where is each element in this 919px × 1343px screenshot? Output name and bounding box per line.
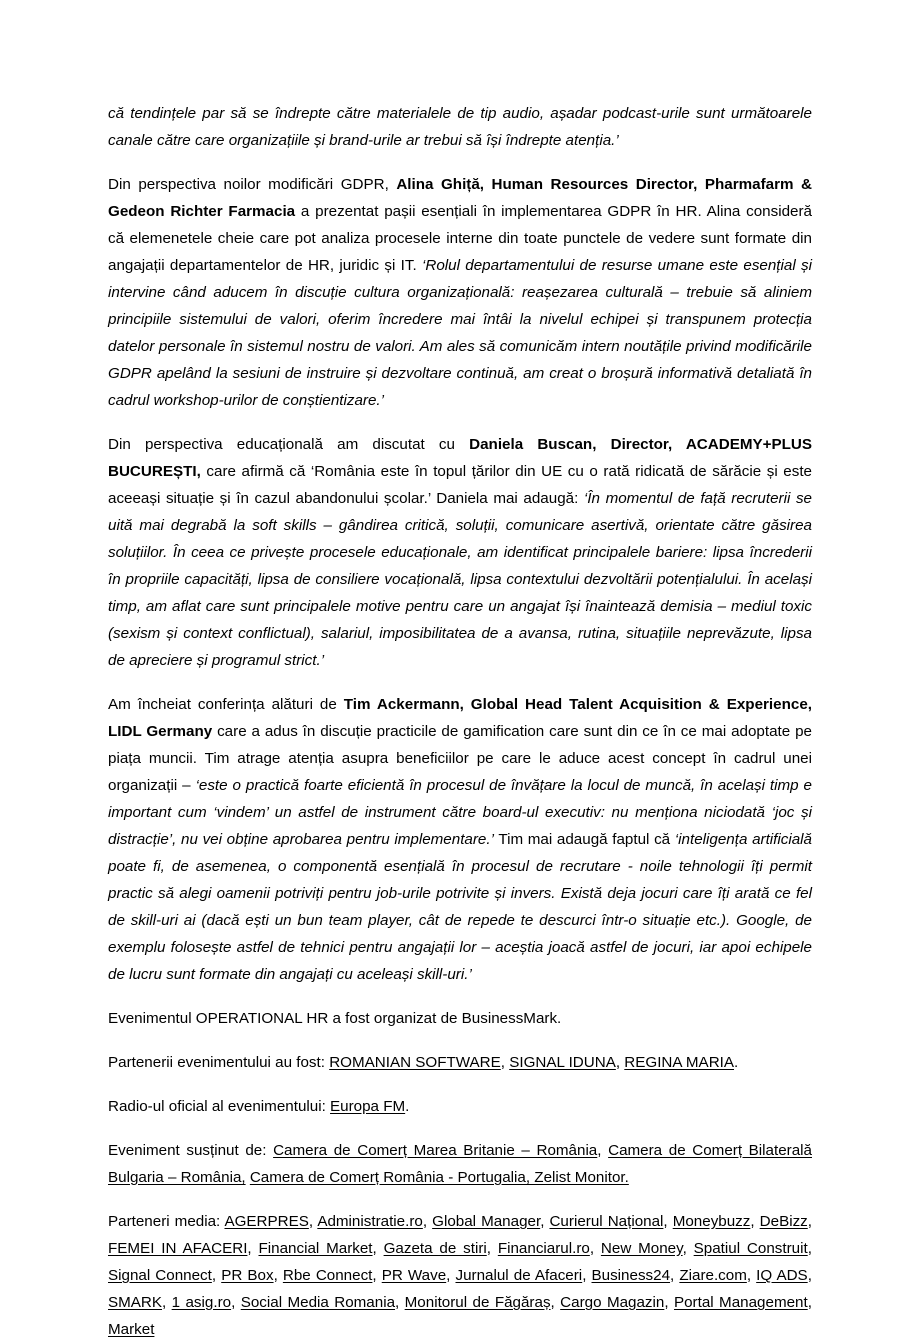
- partner-link[interactable]: Europa FM: [330, 1098, 406, 1115]
- text-run: ,: [247, 1240, 259, 1257]
- partner-link[interactable]: PR Box: [221, 1267, 274, 1284]
- text-run: ,: [670, 1267, 680, 1284]
- text-run: care a adus în discuție practicile de gamification care sunt din ce în ce mai adoptate pe piața muncii. Tim atrage atenția asupra beneficiilor pe care le aduce acest concept în cadrul unei organizații –: [108, 723, 812, 794]
- paragraph-p-organizer: [108, 1005, 812, 1032]
- text-run: Partenerii evenimentului au fost:: [108, 1054, 330, 1071]
- partner-link[interactable]: Jurnalul de Afaceri: [455, 1267, 583, 1284]
- bold-run: Daniela Buscan, Director, ACADEMY+PLUS BUCUREȘTI,: [108, 436, 812, 480]
- partner-link[interactable]: Global Manager: [432, 1213, 541, 1230]
- bold-run: Tim Ackermann, Global Head Talent Acquisition & Experience, LIDL Germany: [108, 696, 812, 740]
- quote-run: că tendințele par să se îndrepte către materialele de tip audio, așadar podcast-urile sunt următoarele canale către care organizațiile și brand-urile ar trebui să își îndrepte atenția.’: [108, 105, 812, 149]
- text-run: ,: [746, 1267, 757, 1284]
- text-run: ,: [273, 1267, 283, 1284]
- text-run: ,: [597, 1142, 609, 1159]
- partner-link[interactable]: Portal Management: [673, 1294, 808, 1311]
- text-run: Radio-ul oficial al evenimentului:: [108, 1098, 331, 1115]
- document-body: [108, 100, 812, 1343]
- partner-link[interactable]: Signal Connect: [108, 1267, 212, 1284]
- text-run: ,: [807, 1240, 812, 1257]
- text-run: ,: [500, 1054, 510, 1071]
- text-run: Din perspectiva noilor modificări GDPR,: [108, 176, 397, 193]
- text-run: ,: [582, 1267, 592, 1284]
- paragraph-p-official-radio: [108, 1093, 812, 1120]
- paragraph-p-gdpr-alina-ghita: [108, 171, 812, 414]
- paragraph-p-media-partners: [108, 1208, 812, 1343]
- text-run: ,: [308, 1213, 318, 1230]
- partner-link[interactable]: Financial Market: [258, 1240, 373, 1257]
- partner-link[interactable]: Spatiul Construit: [693, 1240, 808, 1257]
- partner-link[interactable]: Camera de Comerț Marea Britanie – România: [273, 1142, 598, 1159]
- paragraph-p-supported-by: [108, 1137, 812, 1191]
- partner-link[interactable]: Rbe Connect: [282, 1267, 373, 1284]
- partner-link[interactable]: Administratie.ro: [317, 1213, 423, 1230]
- text-run: Evenimentul OPERATIONAL HR a fost organizat de BusinessMark.: [108, 1010, 562, 1027]
- partner-link[interactable]: FEMEI IN AFACERI: [108, 1240, 248, 1257]
- text-run: ,: [446, 1267, 456, 1284]
- text-run: care afirmă că ‘România este în topul țărilor din UE cu o rată ridicată de sărăcie și este aceeași situație și în cazul abandonului școlar.’ Daniela mai adaugă:: [108, 463, 812, 507]
- text-run: ,: [750, 1213, 760, 1230]
- text-run: ,: [550, 1294, 561, 1311]
- partner-link[interactable]: SMARK: [108, 1294, 163, 1311]
- paragraph-p-continuation-audio: [108, 100, 812, 154]
- partner-link[interactable]: Gazeta de stiri: [383, 1240, 487, 1257]
- text-run: ,: [540, 1213, 550, 1230]
- paragraph-p-event-partners: [108, 1049, 812, 1076]
- text-run: ,: [664, 1294, 674, 1311]
- paragraph-p-education-daniela-buscan: [108, 431, 812, 674]
- partner-link[interactable]: DeBizz: [759, 1213, 808, 1230]
- text-run: ,: [807, 1294, 812, 1311]
- bold-run: Alina Ghiță, Human Resources Director, Pharmafarm & Gedeon Richter Farmacia: [108, 176, 813, 220]
- paragraph-p-gamification-tim-ackermann: [108, 691, 812, 988]
- quote-run: ‘În momentul de față recruterii se uită mai degrabă la soft skills – gândirea critică, soluții, comunicare asertivă, orientate către găsirea soluțiilor. În ceea ce privește procesele educaționale, am identificat principalele bariere: lipsa încrederii în propriile capacități, lipsa de consiliere vocațională, lipsa contextului dezvoltării potențialului. În același timp, am aflat care sunt principalele motive pentru care un angajat își înaintează demisia – mediul toxic (sexism și context conflictual), salariul, imposibilitatea de a avansa, rutina, situațiile neprevăzute, lipsa de apreciere și programul strict.’: [108, 490, 812, 669]
- text-run: Tim mai adaugă faptul că: [493, 831, 675, 848]
- text-run: ,: [682, 1240, 694, 1257]
- partner-link[interactable]: ROMANIAN SOFTWARE: [329, 1054, 501, 1071]
- partner-link[interactable]: Curierul Național: [549, 1213, 664, 1230]
- text-run: Parteneri media:: [108, 1213, 225, 1230]
- partner-link[interactable]: Ziare.com: [679, 1267, 747, 1284]
- partner-link[interactable]: AGERPRES: [224, 1213, 309, 1230]
- text-run: ,: [663, 1213, 673, 1230]
- partner-link[interactable]: 1 asig.ro: [171, 1294, 232, 1311]
- text-run: Eveniment susținut de:: [108, 1142, 274, 1159]
- text-run: ,: [395, 1294, 405, 1311]
- text-run: .: [405, 1098, 410, 1115]
- partner-link[interactable]: SIGNAL IDUNA: [509, 1054, 616, 1071]
- text-run: ,: [807, 1213, 812, 1230]
- quote-run: ‘inteligența artificială poate fi, de asemenea, o componentă esențială în procesul de recrutare - noile tehnologii îți permit practic să alegi oamenii potriviți pentru job-urile potrivite și invers. Există deja jocuri care îți arată ce fel de skill-uri ai (dacă ești un bun team player, cât de repede te descurci într-o situație etc.). Google, de exemplu folosește astfel de tehnici pentru angajații lor – aceștia joacă astfel de jocuri, iar apoi echipele de lucru sunt formate din angajați cu aceleași skill-uri.’: [108, 831, 812, 983]
- text-run: Din perspectiva educațională am discutat cu: [108, 436, 470, 453]
- partner-link[interactable]: Camera de Comerț Bilaterală Bulgaria – România,: [108, 1142, 812, 1186]
- partner-link[interactable]: Moneybuzz: [672, 1213, 751, 1230]
- partner-link[interactable]: Cargo Magazin: [560, 1294, 665, 1311]
- partner-link[interactable]: PR Wave: [381, 1267, 447, 1284]
- partner-link[interactable]: Market: [108, 1321, 155, 1338]
- text-run: .: [734, 1054, 739, 1071]
- quote-run: ‘Rolul departamentului de resurse umane este esențial și intervine când aducem în discuție cultura organizațională: reașezarea culturală – trebuie să aliniem principiile sistemului de valori, oferim încredere mai întâi la nivelul echipei și transpunem protecția datelor personale în sistemul nostru de valori. Am ales să comunicăm intern noutățile privind modificările GDPR apelând la sesiuni de instruire și dezvoltare continuă, am creat o broșură informativă detaliată în cadrul workshop-urilor de conștientizare.’: [108, 257, 812, 409]
- text-run: ,: [422, 1213, 433, 1230]
- text-run: ,: [211, 1267, 222, 1284]
- partner-link[interactable]: Business24: [591, 1267, 671, 1284]
- text-run: ,: [372, 1240, 384, 1257]
- text-run: ,: [231, 1294, 241, 1311]
- text-run: ,: [372, 1267, 382, 1284]
- partner-link[interactable]: REGINA MARIA: [624, 1054, 735, 1071]
- partner-link[interactable]: New Money: [600, 1240, 683, 1257]
- quote-run: ‘este o practică foarte eficientă în procesul de învățare la locul de muncă, în același timp e important cum ‘vindem’ un astfel de instrument către board-ul executiv: nu menționa niciodată ‘joc și distracție’, nu vei obține aprobarea pentru implementare.’: [108, 777, 812, 848]
- text-run: a prezentat pașii esențiali în implementarea GDPR în HR. Alina consideră că elemenetele cheie care pot analiza procesele interne din toate punctele de vedere sunt formate din angajații departamentelor de HR, juridic și IT.: [108, 203, 812, 274]
- text-run: ,: [162, 1294, 172, 1311]
- partner-link[interactable]: Financiarul.ro: [497, 1240, 590, 1257]
- text-run: ,: [807, 1267, 812, 1284]
- partner-link[interactable]: IQ ADS: [756, 1267, 808, 1284]
- partner-link[interactable]: Social Media Romania: [240, 1294, 396, 1311]
- text-run: Am încheiat conferința alături de: [108, 696, 344, 713]
- partner-link[interactable]: Camera de Comerț România - Portugalia, Zelist Monitor.: [249, 1169, 629, 1186]
- text-run: ,: [589, 1240, 601, 1257]
- text-run: ,: [615, 1054, 625, 1071]
- text-run: ,: [486, 1240, 498, 1257]
- partner-link[interactable]: Monitorul de Făgăraș: [404, 1294, 551, 1311]
